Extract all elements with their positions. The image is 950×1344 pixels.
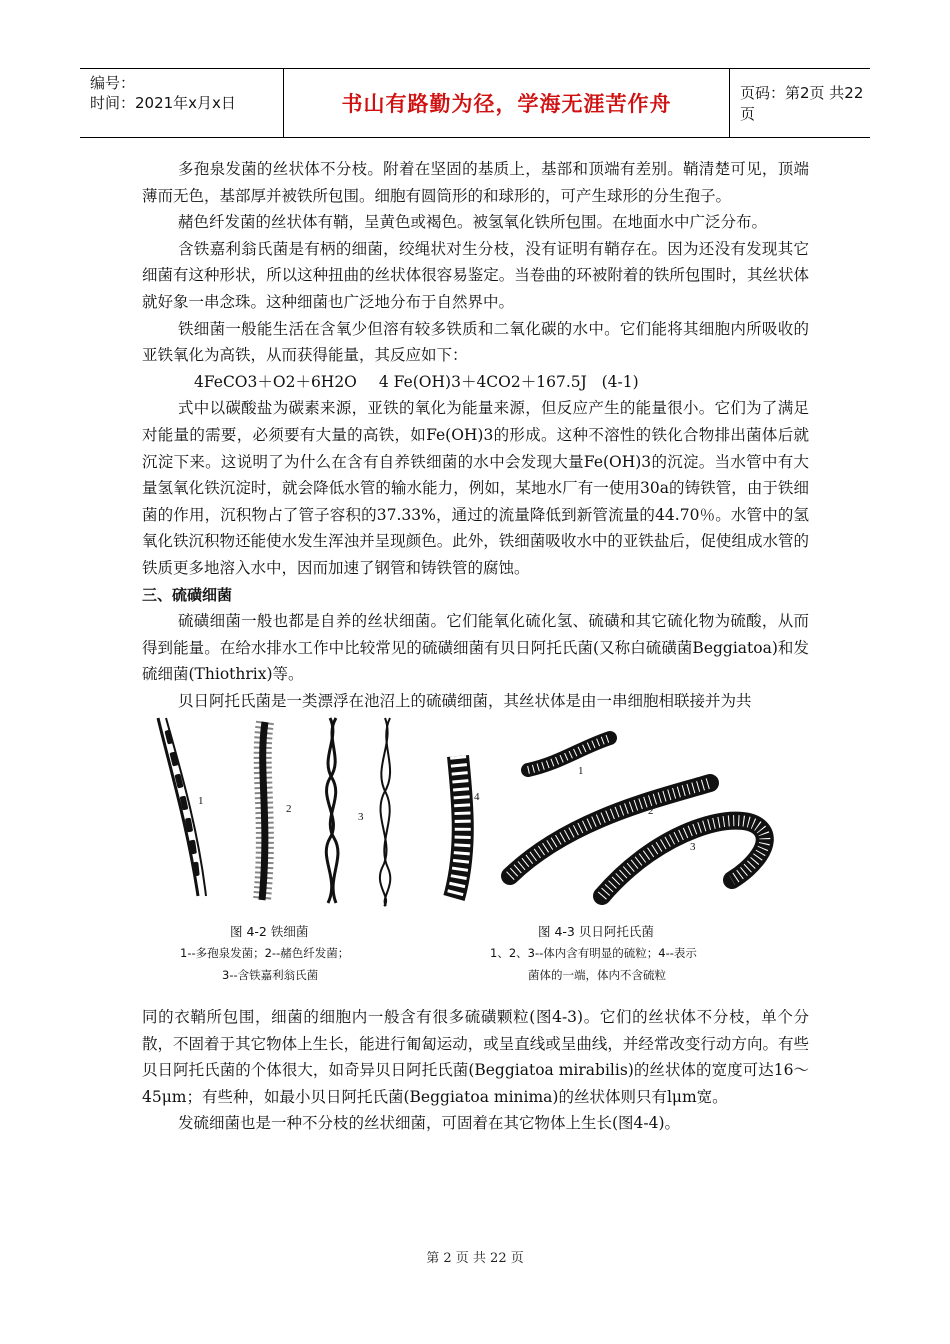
fig43-organism-1 (528, 738, 610, 770)
paragraph: 贝日阿托氏菌是一类漂浮在池沼上的硫磺细菌，其丝状体是由一串细胞相联接并为共 (178, 691, 752, 710)
fig42-label-3: 3 (358, 811, 364, 823)
fig43-label-4: 4 (474, 791, 480, 803)
paragraph: 赭色纤发菌的丝状体有鞘，呈黄色或褐色。被氢氧化铁所包围。在地面水中广泛分布。 (178, 213, 768, 232)
equation-left: 4FeCO3＋O2＋6H2O (194, 372, 357, 391)
fig43-organism-4 (454, 756, 463, 898)
equation-number: (4-1) (601, 372, 639, 391)
paragraph: 含铁嘉利翁氏菌是有柄的细菌，绞绳状对生分枝，没有证明有鞘存在。因为还没有发现其它细菌有这种形状，所以这种扭曲的丝状体很容易鉴定。当卷曲的环被附着的铁所包围时，其丝状体就好象一串念珠。这种细菌也广泛地分布于自然界中。 (142, 239, 809, 311)
fig42-label-1: 1 (198, 795, 204, 807)
paragraph: 铁细菌一般能生活在含氧少但溶有较多铁质和二氧化碳的水中。它们能将其细胞内所吸收的亚铁氧化为高铁，从而获得能量，其反应如下： (142, 319, 809, 365)
header-page-info: 页码：第2页 共22页 (740, 84, 864, 123)
page-header (80, 68, 870, 138)
fig42-organism-2 (262, 722, 265, 900)
fig42-organism-1 (158, 718, 206, 896)
page-footer: 第 2 页 共 22 页 (426, 1251, 524, 1266)
paragraph: 发硫细菌也是一种不分枝的丝状细菌，可固着在其它物体上生长(图4-4)。 (178, 1114, 681, 1133)
bacteria-illustration (140, 708, 820, 918)
equation-4-1 (142, 369, 809, 396)
fig43-title: 图 4-3 贝日阿托氏菌 (538, 924, 654, 939)
fig42-caption-line1: 1--多孢泉发菌；2--赭色纤发菌； (180, 946, 350, 960)
header-meta (80, 69, 290, 137)
paragraph: 同的衣鞘所包围，细菌的细胞内一般含有很多硫磺颗粒(图4-3)。它们的丝状体不分枝，单个分散，不固着于其它物体上生长，能进行匍匐运动，或呈直线或呈曲线，并经常改变行动方向。有些贝日阿托氏菌的个体很大，如奇异贝日阿托氏菌(Beggiatoa mirabilis)的丝状体的宽度可达16～45μm；有些种，如最小贝日阿托氏菌(Beggiatoa minima)的丝状体则只有lμm宽。 (142, 1008, 809, 1106)
fig42-title: 图 4-2 铁细菌 (230, 924, 309, 939)
paragraph: 硫磺细菌一般也都是自养的丝状细菌。它们能氧化硫化氢、硫磺和其它硫化物为硫酸，从而得到能量。在给水排水工作中比较常见的硫磺细菌有贝日阿托氏菌(又称白硫磺菌Beggiatoa)和发硫细菌(Thiothrix)等。 (142, 612, 809, 684)
fig43-label-1: 1 (578, 765, 584, 777)
paragraph: 式中以碳酸盐为碳素来源，亚铁的氧化为能量来源，但反应产生的能量很小。它们为了满足对能量的需要，必须要有大量的高铁，如Fe(OH)3的形成。这种不溶性的铁化合物排出菌体后就沉淀下来。这说明了为什么在含有自养铁细菌的水中会发现大量Fe(OH)3的沉淀。当水管中有大量氢氧化铁沉淀时，就会降低水管的输水能力，例如，某地水厂有一使用30a的铸铁管，由于铁细菌的作用，沉积物占了管子容积的37.33%，通过的流量降低到新管流量的44.70％。水管中的氢氧化铁沉积物还能使水发生浑浊并呈现颜色。此外，铁细菌吸收水中的亚铁盐后，促使组成水管的铁质更多地溶入水中，因而加速了钢管和铸铁管的腐蚀。 (142, 399, 809, 577)
header-number-label: 编号： (90, 74, 136, 92)
body-text-bottom (142, 1004, 809, 1137)
fig42-label-2: 2 (286, 803, 292, 815)
fig43-organism-3 (602, 821, 765, 896)
fig43-label-3: 3 (690, 841, 696, 853)
fig43-caption-line1: 1、2、3--体内含有明显的硫粒；4--表示 (490, 946, 697, 960)
fig43-caption-line2: 菌体的一端，体内不含硫粒 (528, 968, 666, 982)
body-text-top (142, 156, 809, 714)
figures-block (140, 708, 820, 998)
header-date: 时间：2021年x月x日 (90, 94, 236, 112)
paragraph: 多孢泉发菌的丝状体不分枝。附着在坚固的基质上，基部和顶端有差别。鞘清楚可见，顶端薄而无色，基部厚并被铁所包围。细胞有圆筒形的和球形的，可产生球形的分生孢子。 (142, 160, 809, 205)
header-motto: 书山有路勤为径，学海无涯苦作舟 (283, 69, 730, 137)
fig42-caption-line2: 3--含铁嘉利翁氏菌 (222, 968, 319, 982)
fig43-label-2: 2 (648, 805, 654, 817)
section-title: 三、硫磺细菌 (142, 585, 233, 604)
equation-right: 4 Fe(OH)3＋4CO2＋167.5J (378, 372, 587, 391)
